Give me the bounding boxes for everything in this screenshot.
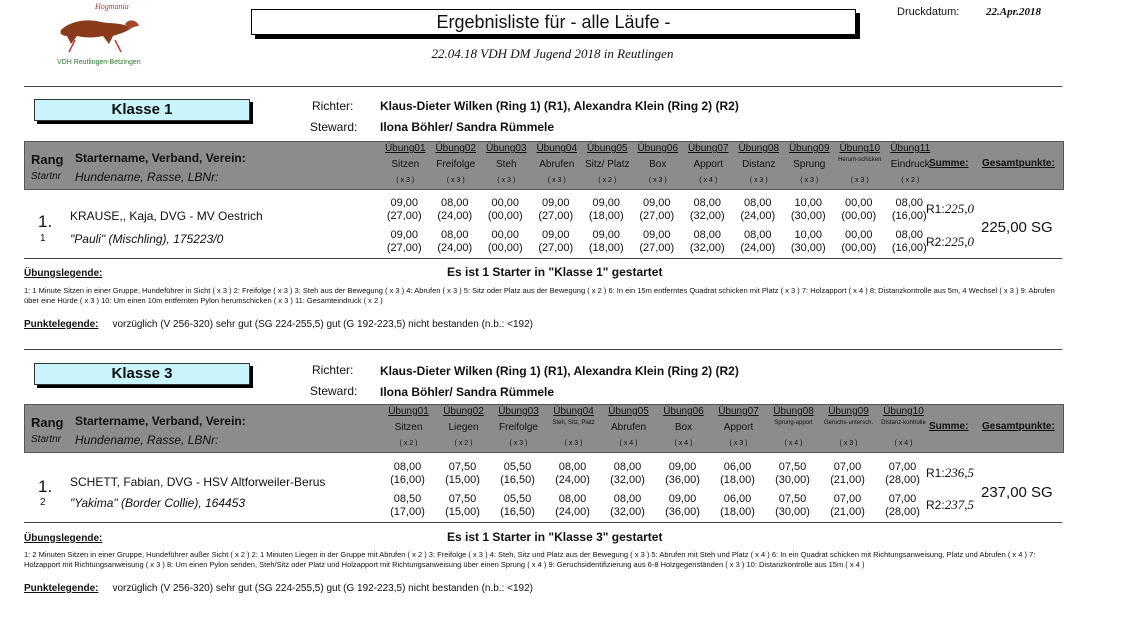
rank: 1. xyxy=(38,212,53,231)
exercise-name: Sitzen xyxy=(391,159,420,170)
exercise-legend: 1: 2 Minuten Sitzen in einer Gruppe, Hundeführer außer Sicht ( x 2 ) 2: 1 Minuten Liegen in der Gruppe mit Abrufen ( x 2 ) 3: Freifolge ( x 3 ) 4: Steh, Sitz und Platz aus der Bewegung ( x 3 ) 5: Abrufen mit Steh und Platz ( x 4 ) 6: In ein Quadrat schicken mit Richtungsanweisung, Platz und Abrufen ( x 4 ) 7: Holzapport mit Richtungsanweisung ( x 3 ) 8: Um einen Pylon senden, Steh/Sitz oder Platz und Holzapport mit Richtungsanweisung über einen Sprung ( x 4 ) 9: Geruchsidentifizierung aus 6-8 Holzgegenständen ( x 3 ) 10: Distanzkontrolle aus 15m ( x 4 ) xyxy=(24,550,1036,569)
score-cell-r2 xyxy=(379,229,430,255)
score-cell-r1 xyxy=(480,197,531,223)
score-cell-r1 xyxy=(783,197,834,223)
score-value: 07,00 xyxy=(833,493,862,505)
exercise-name: Freifolge xyxy=(499,422,538,433)
results-table-header xyxy=(24,141,1064,190)
score-cell-r1 xyxy=(875,461,930,487)
judge-label: Richter: xyxy=(312,363,354,377)
score-cell-r2 xyxy=(600,493,655,519)
exercise-name: Freifolge xyxy=(436,159,476,170)
score-value: 00,00 xyxy=(491,197,520,209)
exercise-number: Übung01 xyxy=(388,406,429,417)
score-weighted: (00,00) xyxy=(487,210,523,222)
start-number: 1 xyxy=(40,233,46,244)
startnr-header: Startnr xyxy=(31,434,62,445)
exercise-factor: ( x 4 ) xyxy=(619,440,638,447)
score-value: 08,00 xyxy=(613,493,642,505)
score-cell-r1 xyxy=(379,197,430,223)
dog-logo-icon xyxy=(55,0,145,68)
score-value: 07,00 xyxy=(888,461,917,473)
exercise-number: Übung10 xyxy=(839,143,881,154)
exercise-factor: ( x 4 ) xyxy=(784,440,803,447)
exercise-column-header xyxy=(734,142,785,189)
dog-name: "Yakima" (Border Collie), 164453 xyxy=(70,496,246,510)
exercise-name: Geruchs-untersch. xyxy=(823,420,874,426)
score-cell-r1 xyxy=(430,197,481,223)
score-value: 09,00 xyxy=(642,197,671,209)
score-weighted: (27,00) xyxy=(639,242,675,254)
score-value: 08,00 xyxy=(693,229,722,241)
exercise-column-header xyxy=(711,405,766,452)
exercise-column-header xyxy=(885,142,936,189)
divider xyxy=(24,258,1062,259)
exercise-number: Übung10 xyxy=(883,406,924,417)
exercise-factor: ( x 3 ) xyxy=(547,177,566,184)
exercise-column-header xyxy=(683,142,734,189)
score-weighted: (32,00) xyxy=(610,506,645,518)
exercise-column-header xyxy=(876,405,931,452)
score-weighted: (24,00) xyxy=(555,506,590,518)
exercise-column-header xyxy=(381,405,436,452)
score-cell-r2 xyxy=(632,229,683,255)
score-value: 08,50 xyxy=(393,493,422,505)
exercise-column-header xyxy=(491,405,546,452)
score-weighted: (16,00) xyxy=(390,474,425,486)
exercise-name: Apport xyxy=(693,159,723,170)
exercise-legend-title: Übungslegende: xyxy=(24,268,103,279)
exercise-number: Übung02 xyxy=(435,143,477,154)
starter-name: SCHETT, Fabian, DVG - HSV Altforweiler-Berus xyxy=(70,475,326,489)
score-cell-r2 xyxy=(875,493,930,519)
score-value: 09,00 xyxy=(541,229,570,241)
score-weighted: (30,00) xyxy=(790,210,826,222)
exercise-column-header xyxy=(601,405,656,452)
exercise-factor: ( x 3 ) xyxy=(800,177,819,184)
starter-header: Startername, Verband, Verein: xyxy=(75,414,246,428)
starter-count-summary: Es ist 1 Starter in "Klasse 1" gestartet xyxy=(447,265,663,279)
score-value: 08,00 xyxy=(895,197,924,209)
score-cell-r2 xyxy=(733,229,784,255)
score-cell-r2 xyxy=(480,229,531,255)
document-title: Ergebnisliste für - alle Läufe - xyxy=(251,9,856,35)
score-weighted: (32,00) xyxy=(689,210,725,222)
score-value: 10,00 xyxy=(794,197,823,209)
score-cell-r1 xyxy=(490,461,545,487)
steward: Ilona Böhler/ Sandra Rümmele xyxy=(380,120,555,134)
score-cell-r2 xyxy=(490,493,545,519)
starter-count-summary: Es ist 1 Starter in "Klasse 3" gestartet xyxy=(447,530,663,544)
r1-sum: R1:236,5 xyxy=(926,465,974,480)
score-cell-r1 xyxy=(600,461,655,487)
score-weighted: (24,00) xyxy=(740,242,776,254)
score-weighted: (32,00) xyxy=(610,474,645,486)
print-date: 22.Apr.2018 xyxy=(986,6,1042,18)
score-weighted: (15,00) xyxy=(445,474,480,486)
divider xyxy=(24,522,1062,523)
steward-label: Steward: xyxy=(310,120,358,134)
score-cell-r1 xyxy=(545,461,600,487)
score-cell-r2 xyxy=(820,493,875,519)
exercise-factor: ( x 3 ) xyxy=(509,440,528,447)
score-weighted: (21,00) xyxy=(830,474,865,486)
score-cell-r2 xyxy=(834,229,885,255)
exercise-factor: ( x 3 ) xyxy=(839,440,858,447)
score-value: 08,00 xyxy=(743,229,772,241)
exercise-column-header xyxy=(380,142,431,189)
score-value: 05,50 xyxy=(503,493,532,505)
score-value: 10,00 xyxy=(794,229,823,241)
score-weighted: (00,00) xyxy=(841,210,877,222)
score-value: 00,00 xyxy=(491,229,520,241)
score-weighted: (27,00) xyxy=(386,242,422,254)
score-weighted: (27,00) xyxy=(538,242,574,254)
score-value: 07,50 xyxy=(778,493,807,505)
exercise-column-header xyxy=(656,405,711,452)
score-weighted: (18,00) xyxy=(720,474,755,486)
exercise-name: Abrufen xyxy=(539,159,575,170)
judges: Klaus-Dieter Wilken (Ring 1) (R1), Alexandra Klein (Ring 2) (R2) xyxy=(380,364,739,378)
exercise-factor: ( x 4 ) xyxy=(674,440,693,447)
gesamtpunkte-header: Gesamtpunkte: xyxy=(982,421,1055,432)
score-weighted: (30,00) xyxy=(775,506,810,518)
score-value: 09,00 xyxy=(592,229,621,241)
score-weighted: (24,00) xyxy=(437,210,473,222)
exercise-factor: ( x 4 ) xyxy=(699,177,718,184)
divider xyxy=(24,86,1062,87)
total-score: 237,00 SG xyxy=(981,484,1053,501)
score-weighted: (28,00) xyxy=(885,506,920,518)
rank: 1. xyxy=(38,477,53,496)
score-value: 09,00 xyxy=(592,197,621,209)
score-value: 08,00 xyxy=(440,229,469,241)
print-date-label: Druckdatum: xyxy=(897,6,960,18)
score-weighted: (30,00) xyxy=(775,474,810,486)
score-weighted: (18,00) xyxy=(588,210,624,222)
score-value: 08,00 xyxy=(743,197,772,209)
startnr-header: Startnr xyxy=(31,171,62,182)
exercise-column-header xyxy=(546,405,601,452)
exercise-name: Sitz/ Platz xyxy=(585,159,630,170)
judges: Klaus-Dieter Wilken (Ring 1) (R1), Alexandra Klein (Ring 2) (R2) xyxy=(380,99,739,113)
score-cell-r2 xyxy=(710,493,765,519)
starter-name: KRAUSE,, Kaja, DVG - MV Oestrich xyxy=(70,209,263,223)
score-cell-r2 xyxy=(765,493,820,519)
score-weighted: (32,00) xyxy=(689,242,725,254)
score-value: 07,50 xyxy=(448,493,477,505)
score-weighted: (15,00) xyxy=(445,506,480,518)
starter-header: Startername, Verband, Verein: xyxy=(75,151,246,165)
exercise-factor: ( x 3 ) xyxy=(749,177,768,184)
score-value: 08,00 xyxy=(440,197,469,209)
score-value: 08,00 xyxy=(895,229,924,241)
score-weighted: (00,00) xyxy=(841,242,877,254)
exercise-name: Eindruck xyxy=(890,159,930,170)
score-value: 08,00 xyxy=(558,461,587,473)
score-cell-r1 xyxy=(820,461,875,487)
score-value: 09,00 xyxy=(541,197,570,209)
score-value: 09,00 xyxy=(390,197,419,209)
score-cell-r1 xyxy=(682,197,733,223)
exercise-factor: ( x 3 ) xyxy=(729,440,748,447)
score-weighted: (27,00) xyxy=(639,210,675,222)
exercise-number: Übung03 xyxy=(498,406,539,417)
score-weighted: (16,50) xyxy=(500,474,535,486)
exercise-column-header xyxy=(431,142,482,189)
event-subtitle: 22.04.18 VDH DM Jugend 2018 in Reutlingen xyxy=(431,46,674,61)
exercise-number: Übung02 xyxy=(443,406,484,417)
score-weighted: (16,00) xyxy=(891,210,927,222)
exercise-name: Steh xyxy=(495,159,517,170)
exercise-number: Übung11 xyxy=(890,143,931,154)
exercise-column-header xyxy=(582,142,633,189)
judge-label: Richter: xyxy=(312,99,354,113)
score-cell-r2 xyxy=(430,229,481,255)
exercise-column-header xyxy=(532,142,583,189)
score-value: 08,00 xyxy=(393,461,422,473)
exercise-name: Box xyxy=(674,422,693,433)
score-value: 05,50 xyxy=(503,461,532,473)
exercise-factor: ( x 3 ) xyxy=(396,177,415,184)
exercise-number: Übung06 xyxy=(663,406,704,417)
score-weighted: (18,00) xyxy=(720,506,755,518)
score-value: 00,00 xyxy=(844,197,873,209)
score-value: 07,00 xyxy=(888,493,917,505)
score-weighted: (36,00) xyxy=(665,506,700,518)
score-value: 09,00 xyxy=(668,461,697,473)
score-weighted: (28,00) xyxy=(885,474,920,486)
dog-header: Hundename, Rasse, LBNr: xyxy=(75,433,219,447)
score-weighted: (24,00) xyxy=(555,474,590,486)
exercise-number: Übung07 xyxy=(687,143,729,154)
exercise-name: Steh, Sitz, Platz xyxy=(552,420,595,426)
exercise-factor: ( x 3 ) xyxy=(446,177,465,184)
exercise-column-header xyxy=(821,405,876,452)
exercise-number: Übung04 xyxy=(536,143,578,154)
score-cell-r2 xyxy=(682,229,733,255)
exercise-factor: ( x 4 ) xyxy=(894,440,913,447)
dog-header: Hundename, Rasse, LBNr: xyxy=(75,170,219,184)
score-value: 08,00 xyxy=(613,461,642,473)
score-value: 09,00 xyxy=(642,229,671,241)
score-value: 08,00 xyxy=(693,197,722,209)
rang-header: Rang xyxy=(31,415,64,430)
exercise-number: Übung09 xyxy=(788,143,830,154)
exercise-number: Übung08 xyxy=(773,406,814,417)
score-cell-r1 xyxy=(531,197,582,223)
summe-header: Summe: xyxy=(929,158,969,169)
exercise-factor: ( x 3 ) xyxy=(850,177,869,184)
score-cell-r1 xyxy=(632,197,683,223)
score-cell-r2 xyxy=(783,229,834,255)
score-cell-r1 xyxy=(733,197,784,223)
r1-sum: R1:225,0 xyxy=(926,201,974,216)
exercise-factor: ( x 3 ) xyxy=(648,177,667,184)
points-legend: Punktelegende: vorzüglich (V 256-320) sehr gut (SG 224-255,5) gut (G 192-223,5) nicht bestanden (n.b.: <192) xyxy=(24,583,533,594)
class-title: Klasse 3 xyxy=(34,363,250,385)
score-cell-r1 xyxy=(380,461,435,487)
dog-name: "Pauli" (Mischling), 175223/0 xyxy=(70,232,224,246)
score-value: 07,50 xyxy=(778,461,807,473)
exercise-column-header xyxy=(766,405,821,452)
score-weighted: (16,00) xyxy=(891,242,927,254)
score-weighted: (17,00) xyxy=(390,506,425,518)
exercise-legend-title: Übungslegende: xyxy=(24,533,103,544)
total-score: 225,00 SG xyxy=(981,219,1053,236)
score-cell-r1 xyxy=(581,197,632,223)
score-weighted: (24,00) xyxy=(437,242,473,254)
exercise-number: Übung09 xyxy=(828,406,869,417)
exercise-name: Liegen xyxy=(448,422,479,433)
exercise-column-header xyxy=(436,405,491,452)
score-cell-r2 xyxy=(435,493,490,519)
exercise-number: Übung07 xyxy=(718,406,759,417)
exercise-number: Übung01 xyxy=(384,143,426,154)
divider xyxy=(24,349,1062,350)
score-value: 09,00 xyxy=(668,493,697,505)
exercise-column-header xyxy=(633,142,684,189)
exercise-column-header xyxy=(835,142,886,189)
exercise-factor: ( x 2 ) xyxy=(399,440,418,447)
exercise-number: Übung03 xyxy=(485,143,527,154)
points-legend: Punktelegende: vorzüglich (V 256-320) sehr gut (SG 224-255,5) gut (G 192-223,5) nicht bestanden (n.b.: <192) xyxy=(24,319,533,330)
exercise-name: Distanz xyxy=(742,159,776,170)
score-cell-r2 xyxy=(655,493,710,519)
exercise-legend: 1: 1 Minute Sitzen in einer Gruppe, Hundeführer in Sicht ( x 3 ) 2: Freifolge ( x 3 ) 3: Steh aus der Bewegung ( x 3 ) 4: Abrufen ( x 3 ) 5: Sitz oder Platz aus der Bewegung ( x 2 ) 6: In ein 15m entferntes Quadrat schicken mit Platz ( x 3 ) 7: Holzapport ( x 4 ) 8: Distanzkontrolle aus 5m, 4 Wechsel ( x 3 ) 9: Abrufen über eine Hürde ( x 3 ) 10: Um einen 10m entfernten Pylon herumschicken ( x 3 ) 11: Gesamteindruck ( x 2 ) xyxy=(24,286,1055,305)
score-cell-r1 xyxy=(765,461,820,487)
rang-header: Rang xyxy=(31,152,64,167)
exercise-factor: ( x 2 ) xyxy=(901,177,920,184)
score-cell-r2 xyxy=(545,493,600,519)
exercise-column-header xyxy=(784,142,835,189)
exercise-factor: ( x 2 ) xyxy=(454,440,473,447)
exercise-name: Apport xyxy=(723,422,754,433)
score-cell-r2 xyxy=(531,229,582,255)
score-value: 09,00 xyxy=(390,229,419,241)
score-weighted: (21,00) xyxy=(830,506,865,518)
exercise-factor: ( x 3 ) xyxy=(564,440,583,447)
score-weighted: (30,00) xyxy=(790,242,826,254)
score-weighted: (27,00) xyxy=(386,210,422,222)
score-weighted: (27,00) xyxy=(538,210,574,222)
exercise-number: Übung05 xyxy=(586,143,628,154)
score-cell-r2 xyxy=(581,229,632,255)
r2-sum: R2:225,0 xyxy=(926,234,974,249)
score-cell-r2 xyxy=(380,493,435,519)
exercise-factor: ( x 3 ) xyxy=(497,177,516,184)
class-title: Klasse 1 xyxy=(34,99,250,121)
score-weighted: (16,50) xyxy=(500,506,535,518)
exercise-name: Sprung-apport xyxy=(774,420,813,426)
score-value: 00,00 xyxy=(844,229,873,241)
score-cell-r1 xyxy=(710,461,765,487)
score-value: 08,00 xyxy=(558,493,587,505)
exercise-name: Herum-schicken xyxy=(838,157,882,163)
exercise-name: Distanz-kontrolle xyxy=(881,420,926,426)
exercise-number: Übung05 xyxy=(608,406,649,417)
exercise-factor: ( x 2 ) xyxy=(598,177,617,184)
score-value: 06,00 xyxy=(723,493,752,505)
exercise-name: Sitzen xyxy=(394,422,423,433)
exercise-number: Übung08 xyxy=(738,143,780,154)
exercise-name: Sprung xyxy=(793,159,826,170)
results-table-header xyxy=(24,404,1064,453)
club-logo xyxy=(55,0,145,68)
score-value: 07,00 xyxy=(833,461,862,473)
score-value: 06,00 xyxy=(723,461,752,473)
svg-text:Hogmania: Hogmania xyxy=(95,2,129,11)
summe-header: Summe: xyxy=(929,421,969,432)
exercise-name: Abrufen xyxy=(610,422,647,433)
score-value: 07,50 xyxy=(448,461,477,473)
exercise-number: Übung04 xyxy=(553,406,594,417)
steward-label: Steward: xyxy=(310,384,358,398)
score-weighted: (00,00) xyxy=(487,242,523,254)
exercise-column-header xyxy=(481,142,532,189)
steward: Ilona Böhler/ Sandra Rümmele xyxy=(380,385,555,399)
start-number: 2 xyxy=(40,497,46,508)
svg-text:VDH Reutlingen-Betzingen: VDH Reutlingen-Betzingen xyxy=(57,59,141,66)
gesamtpunkte-header: Gesamtpunkte: xyxy=(982,158,1055,169)
exercise-number: Übung06 xyxy=(637,143,679,154)
score-weighted: (24,00) xyxy=(740,210,776,222)
score-cell-r1 xyxy=(655,461,710,487)
score-weighted: (18,00) xyxy=(588,242,624,254)
score-cell-r1 xyxy=(435,461,490,487)
score-cell-r1 xyxy=(834,197,885,223)
r2-sum: R2:237,5 xyxy=(926,497,974,512)
exercise-name: Box xyxy=(649,159,667,170)
score-weighted: (36,00) xyxy=(665,474,700,486)
